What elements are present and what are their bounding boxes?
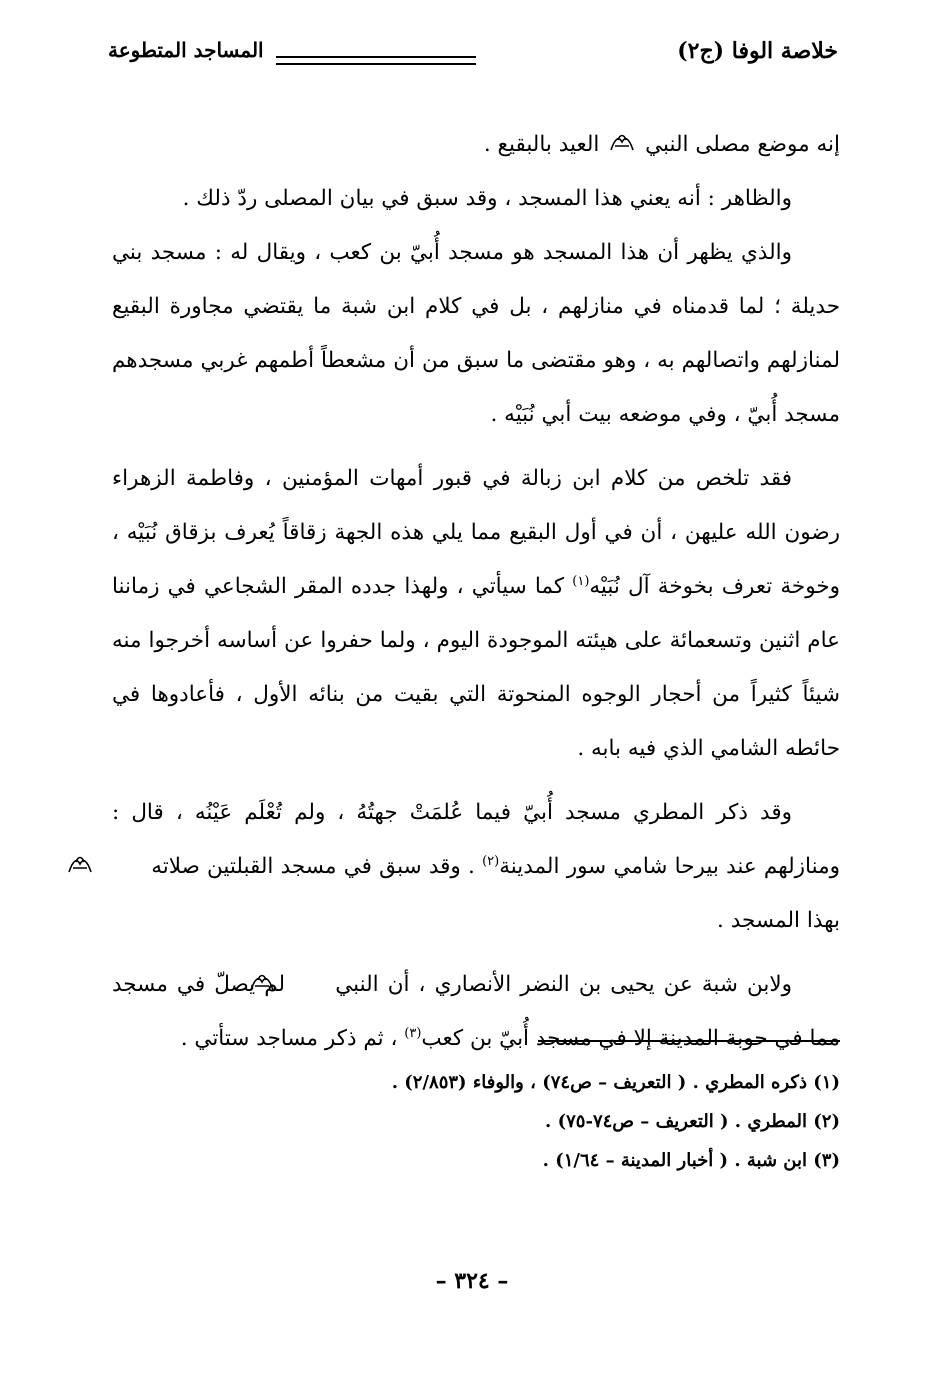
footnote-2: (٢) المطري . ( التعريف – ص٧٤-٧٥) . [545, 1111, 840, 1132]
text-run: والذي يظهر أن هذا المسجد هو مسجد أُبيّ بن كعب ، ويقال له : مسجد بني حديلة ؛ لما قدمناه في منازلهم ، بل في كلام ابن شبة ما يقتضي مجاورة البقيع لمنازلهم واتصالهم به ، وهو مقتضى ما سبق من أن مشعطاً أطمهم غربي مسجدهم مسجد أُبيّ ، وفي موضعه بيت أبي نُبَيْه . [112, 240, 840, 427]
footnotes [300, 1063, 840, 1180]
footnote-ref-3[interactable]: (٣) [404, 1025, 422, 1041]
footnote-1: (١) ذكره المطري . ( التعريف – ص٧٤) ، والوفاء (٢/٨٥٣) . [391, 1072, 840, 1093]
footnote-3: (٣) ابن شبة . ( أخبار المدينة – ١/٦٤) . [542, 1150, 840, 1171]
page-header [108, 38, 838, 78]
header-rule [276, 56, 476, 65]
salawat-icon [297, 961, 323, 983]
footnote-separator [538, 1040, 840, 1042]
page-number: – ٣٢٤ – [435, 1268, 509, 1294]
main-text [112, 118, 840, 1066]
text-run: كما سيأتي ، ولهذا جدده المقر الشجاعي في زماننا عام اثنين وتسعمائة على هيئته الموجودة اليوم ، ولما حفروا عن أساسه أخرجوا منه شيئاً كثيراً من أحجار الوجوه المنحوتة التي بقيت من بنائه الأول ، فأعادوها في حائطه الشامي الذي فيه بابه . [112, 574, 840, 761]
text-run: لم يصلّ في مسجد مما في حوبة المدينة إلا في مسجد أُبيّ بن كعب [112, 972, 840, 1051]
text-run: إنه موضع مصلى النبي [638, 132, 840, 157]
paragraph-1 [112, 118, 840, 172]
text-run: والظاهر : أنه يعني هذا المسجد ، وقد سبق في بيان المصلى ردّ ذلك . [182, 186, 792, 211]
paragraph-5 [112, 786, 840, 948]
text-run: فقد تلخص من كلام ابن زبالة في قبور أمهات المؤمنين ، وفاطمة الزهراء رضون الله عليهن ، أن في أول البقيع مما يلي هذه الجهة زقاقاً يُعرف بزقاق نُبَيْه ، وخوخة تعرف بخوخة آل نُبَيْه [112, 466, 840, 599]
paragraph-6 [112, 958, 840, 1066]
paragraph-4 [112, 452, 840, 776]
paragraph-3 [112, 226, 840, 442]
chapter-title: المساجد المتطوعة [108, 38, 264, 62]
salawat-icon [609, 121, 635, 143]
paragraph-2 [112, 172, 840, 226]
salawat-icon [115, 843, 141, 865]
text-run: ولابن شبة عن يحيى بن النضر الأنصاري ، أن النبي [326, 972, 792, 997]
text-run: العيد بالبقيع . [483, 132, 607, 157]
footnote-ref-1[interactable]: (١) [572, 573, 590, 589]
text-run: . وقد سبق في مسجد القبلتين صلاته [144, 854, 483, 879]
footnote-ref-2[interactable]: (٢) [482, 853, 500, 869]
text-run: وقد ذكر المطري مسجد أُبيّ فيما عُلمَتْ جهتُهُ ، ولم تُعْلَم عَيْنُه ، قال : ومنازلهم عند بيرحا شامي سور المدينة [112, 800, 840, 879]
book-title: خلاصة الوفا (ج٢) [677, 38, 838, 64]
text-run: ، ثم ذكر مساجد ستأتي . [180, 1026, 405, 1051]
text-run: بهذا المسجد . [717, 908, 840, 933]
